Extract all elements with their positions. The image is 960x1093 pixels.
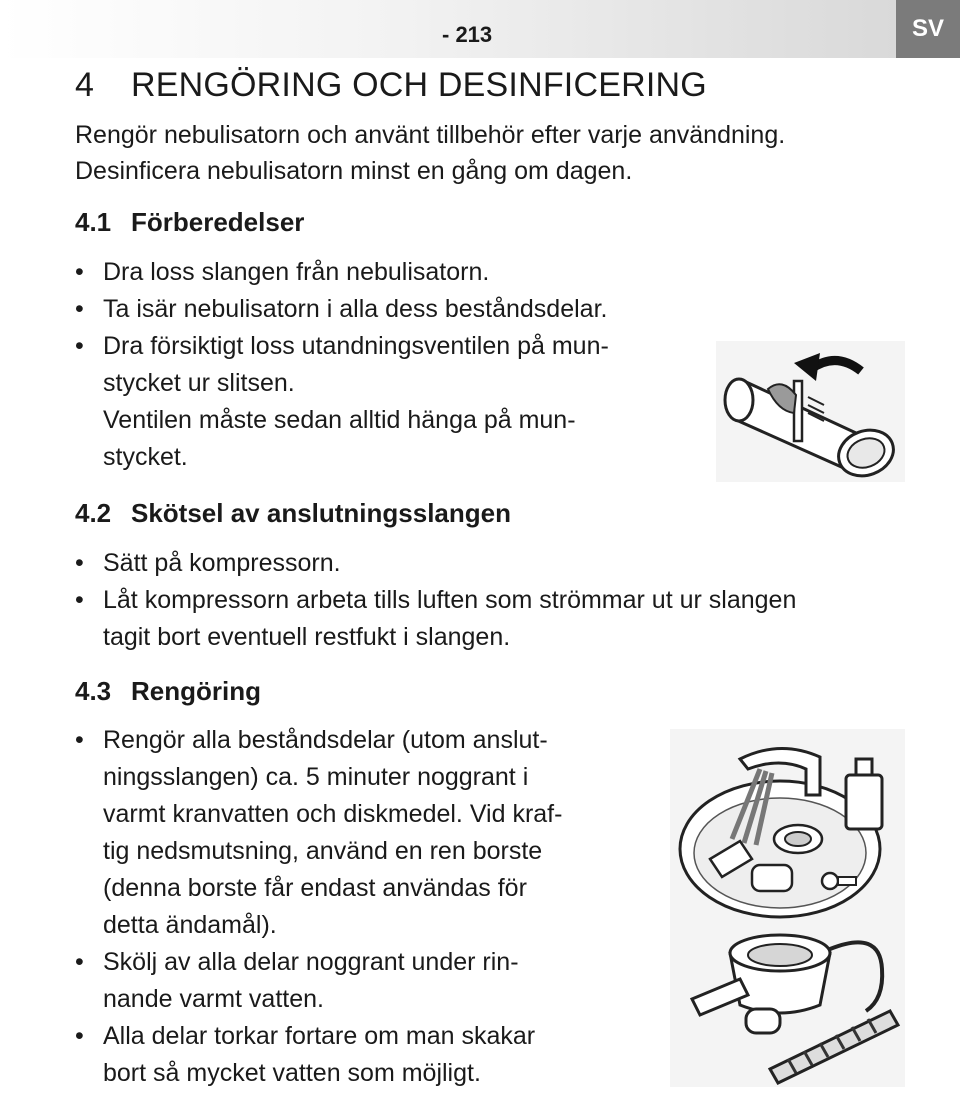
list-item [75,254,609,291]
cleaning-drawing [670,729,905,1087]
list-item-line: tig nedsmutsning, använd en ren borste [103,837,543,865]
list-item [75,291,609,328]
chapter-title [75,66,707,105]
bullet-list-preparations [75,254,609,476]
mouthpiece-drawing [716,341,905,482]
section-title: Rengöring [131,676,261,706]
list-item-line: varmt kranvatten och diskmedel. Vid kraf- [103,800,563,828]
list-item [75,582,796,656]
section-number: 4.1 [75,207,112,237]
bullet-list-cleaning [75,722,562,1092]
list-item-line: stycket ur slitsen. [103,369,295,397]
list-item [75,722,562,944]
page-number: - 213 [442,22,493,47]
list-item-line: Ta isär nebulisatorn i alla dess beståndsdelar. [103,295,608,323]
list-item [75,944,562,1018]
list-item-line: bort så mycket vatten som möjligt. [103,1059,481,1087]
chapter-title-text: RENGÖRING OCH DESINFICERING [131,66,707,104]
list-item-line: tagit bort eventuell restfukt i slangen. [103,623,511,651]
language-tab: SV [896,0,960,58]
list-item [75,328,609,476]
bullet-dot: • [75,726,84,754]
list-item-line: Skölj av alla delar noggrant under rin- [103,948,519,976]
bullet-dot: • [75,586,84,614]
bullet-dot: • [75,295,84,323]
list-item-line: Dra försiktigt loss utandningsventilen på mun- [103,332,609,360]
mouthpiece-valve-illustration [716,341,905,482]
list-item-line: Låt kompressorn arbeta tills luften som strömmar ut ur slangen [103,586,797,614]
list-item-line: detta ändamål). [103,911,277,939]
intro-line: Rengör nebulisatorn och använt tillbehör efter varje användning. [75,121,786,149]
list-item-line: Rengör alla beståndsdelar (utom anslut- [103,726,548,754]
bullet-dot: • [75,332,84,360]
bullet-dot: • [75,549,84,577]
list-item-line: Sätt på kompressorn. [103,549,341,577]
list-item-line: Alla delar torkar fortare om man skakar [103,1022,536,1050]
cleaning-illustration [670,729,905,1087]
section-number: 4.3 [75,676,112,706]
chapter-number: 4 [75,66,95,104]
bullet-dot: • [75,948,84,976]
bullet-dot: • [75,258,84,286]
section-number: 4.2 [75,498,112,528]
list-item [75,1018,562,1092]
section-title: Förberedelser [131,207,305,237]
list-item-line: Ventilen måste sedan alltid hänga på mun- [103,406,576,434]
section-heading-tube-care [75,498,511,529]
list-item-line: stycket. [103,443,188,471]
list-item-line: ningsslangen) ca. 5 minuter noggrant i [103,763,529,791]
list-item-line: (denna borste får endast användas för [103,874,527,902]
bullet-list-tube-care [75,545,796,656]
list-item [75,545,796,582]
list-item-line: Dra loss slangen från nebulisatorn. [103,258,490,286]
list-item-line: nande varmt vatten. [103,985,324,1013]
section-heading-preparations [75,207,304,238]
intro-paragraph [75,117,785,189]
section-title: Skötsel av anslutningsslangen [131,498,511,528]
section-heading-cleaning [75,676,261,707]
bullet-dot: • [75,1022,84,1050]
intro-line: Desinficera nebulisatorn minst en gång om dagen. [75,157,633,185]
